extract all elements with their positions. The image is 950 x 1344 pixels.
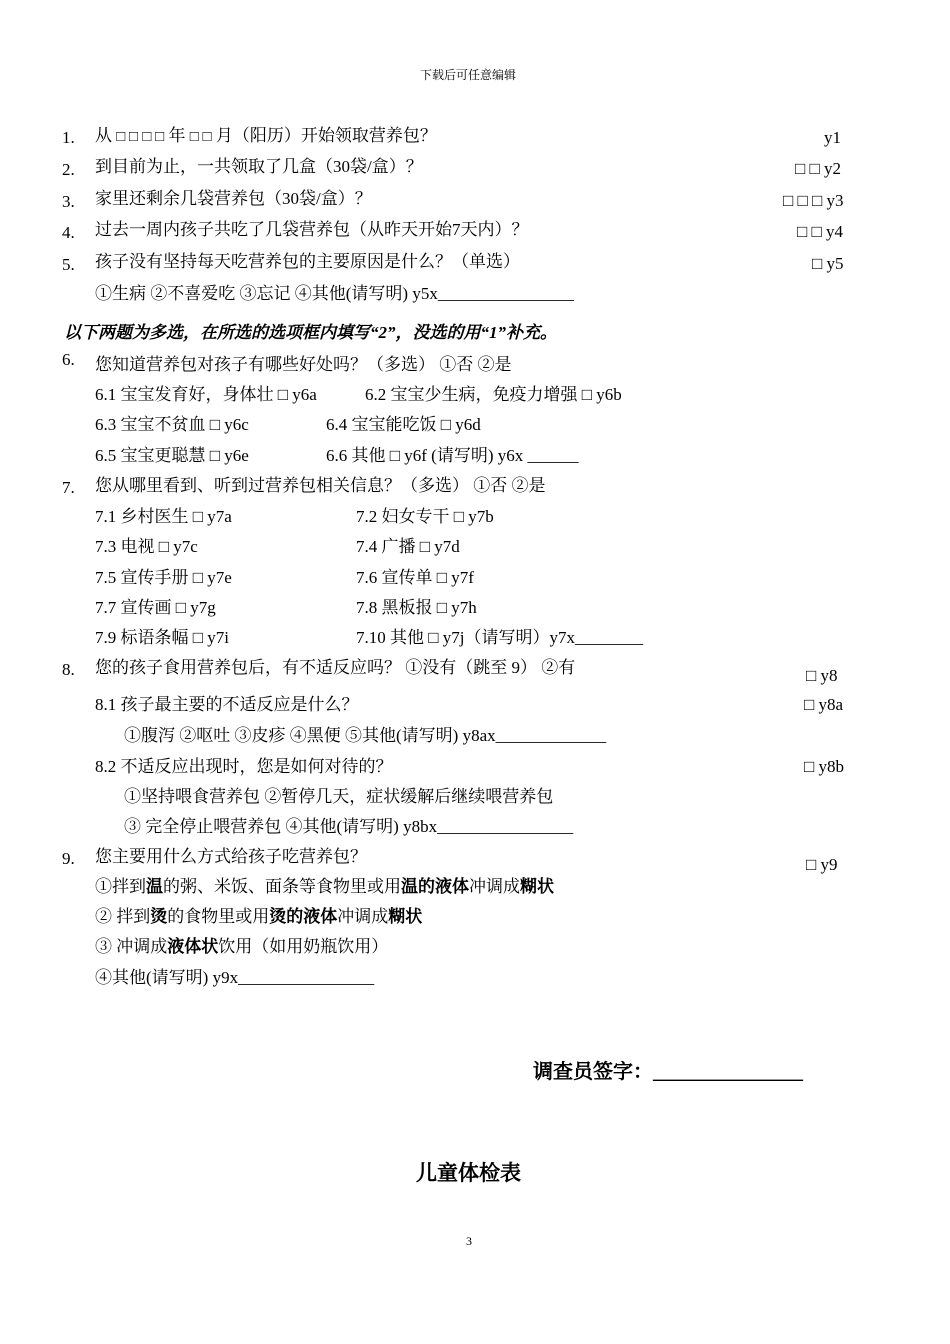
q7-option[interactable]: 7.10 其他 □ y7j（请写明）y7x________ xyxy=(356,628,643,647)
q8-2-options-a: ①坚持喂食营养包 ②暂停几天，症状缓解后继续喂营养包 xyxy=(124,787,554,806)
q7-option[interactable]: 7.8 黑板报 □ y7h xyxy=(356,598,477,617)
q7-option[interactable]: 7.4 广播 □ y7d xyxy=(356,537,460,556)
q5-text: 孩子没有坚持每天吃营养包的主要原因是什么？（单选） xyxy=(95,252,520,271)
q9-option-2: ② 拌到烫的食物里或用烫的液体冲调成糊状 xyxy=(95,907,423,926)
q6-option-3[interactable]: 6.3 宝宝不贫血 □ y6c xyxy=(95,415,249,434)
q8-1-text: 8.1 孩子最主要的不适反应是什么？ xyxy=(95,695,359,714)
q1-number: 1. xyxy=(62,128,75,147)
q9-number: 9. xyxy=(62,849,75,868)
q6-option-2[interactable]: 6.2 宝宝少生病，免疫力增强 □ y6b xyxy=(365,385,622,404)
q9-code[interactable]: □ y9 xyxy=(806,855,838,874)
q6-option-1[interactable]: 6.1 宝宝发育好，身体壮 □ y6a xyxy=(95,385,317,404)
q9-option-4: ④其他(请写明) y9x________________ xyxy=(95,968,375,987)
q2-number: 2. xyxy=(62,160,75,179)
q6-option-5[interactable]: 6.5 宝宝更聪慧 □ y6e xyxy=(95,446,249,465)
q2-text: 到目前为止，一共领取了几盒（30袋/盒）？ xyxy=(95,157,423,176)
q7-option[interactable]: 7.2 妇女专干 □ y7b xyxy=(356,507,494,526)
q6-option-6[interactable]: 6.6 其他 □ y6f (请写明) y6x ______ xyxy=(326,446,579,465)
interviewer-signature[interactable]: 调查员签字：_______________ xyxy=(533,1061,803,1083)
page-header: 下载后可任意编辑 xyxy=(420,68,517,82)
section-title: 儿童体检表 xyxy=(416,1161,521,1185)
q3-text: 家里还剩余几袋营养包（30袋/盒）？ xyxy=(95,189,372,208)
q5-number: 5. xyxy=(62,255,75,274)
q6-option-4[interactable]: 6.4 宝宝能吃饭 □ y6d xyxy=(326,415,481,434)
q1-code: y1 xyxy=(824,128,841,147)
q8-1-options: ①腹泻 ②呕吐 ③皮疹 ④黑便 ⑤其他(请写明) y8ax_____________ xyxy=(124,726,607,745)
q8-text: 您的孩子食用营养包后，有不适反应吗？ ①没有（跳至 9） ②有 xyxy=(95,658,576,677)
q2-code[interactable]: □ □ y2 xyxy=(795,159,842,178)
q1-month-boxes[interactable]: □ □ xyxy=(189,129,212,145)
q7-option[interactable]: 7.1 乡村医生 □ y7a xyxy=(95,507,232,526)
q5-options: ①生病 ②不喜爱吃 ③忘记 ④其他(请写明) y5x________________ xyxy=(95,284,574,303)
q8-number: 8. xyxy=(62,660,75,679)
q4-text: 过去一周内孩子共吃了几袋营养包（从昨天开始7天内）？ xyxy=(95,220,529,239)
q6-number: 6. xyxy=(62,350,75,369)
q4-number: 4. xyxy=(62,223,75,242)
q4-code[interactable]: □ □ y4 xyxy=(797,222,844,241)
q3-code[interactable]: □ □ □ y3 xyxy=(783,191,844,210)
q9-option-1: ①拌到温的粥、米饭、面条等食物里或用温的液体冲调成糊状 xyxy=(95,877,554,896)
q7-option[interactable]: 7.3 电视 □ y7c xyxy=(95,537,198,556)
q1-text: 从 □ □ □ □ 年 □ □ 月（阳历）开始领取营养包？ xyxy=(95,126,437,145)
q5-code[interactable]: □ y5 xyxy=(812,254,844,273)
q1-year-boxes-a[interactable]: □ □ xyxy=(116,129,139,145)
q7-option[interactable]: 7.6 宣传单 □ y7f xyxy=(356,568,474,587)
q8-2-code[interactable]: □ y8b xyxy=(804,757,845,776)
q6-text: 您知道营养包对孩子有哪些好处吗？（多选） ①否 ②是 xyxy=(95,355,512,374)
q9-text: 您主要用什么方式给孩子吃营养包？ xyxy=(95,847,367,866)
q3-number: 3. xyxy=(62,192,75,211)
q7-option[interactable]: 7.5 宣传手册 □ y7e xyxy=(95,568,232,587)
q7-option[interactable]: 7.7 宣传画 □ y7g xyxy=(95,598,216,617)
q8-1-code[interactable]: □ y8a xyxy=(804,695,844,714)
q8-2-options-b: ③ 完全停止喂营养包 ④其他(请写明) y8bx________________ xyxy=(124,817,574,836)
q1-year-boxes-b[interactable]: □ □ xyxy=(142,129,165,145)
q7-option[interactable]: 7.9 标语条幅 □ y7i xyxy=(95,628,229,647)
multi-select-note: 以下两题为多选，在所选的选项框内填写“2”，没选的用“1”补充。 xyxy=(64,323,557,342)
q7-text: 您从哪里看到、听到过营养包相关信息？（多选） ①否 ②是 xyxy=(95,476,546,495)
q9-option-3: ③ 冲调成液体状饮用（如用奶瓶饮用） xyxy=(95,937,389,956)
q8-code[interactable]: □ y8 xyxy=(806,666,838,685)
q7-number: 7. xyxy=(62,478,75,497)
page-number: 3 xyxy=(466,1234,472,1248)
q8-2-text: 8.2 不适反应出现时，您是如何对待的？ xyxy=(95,757,393,776)
